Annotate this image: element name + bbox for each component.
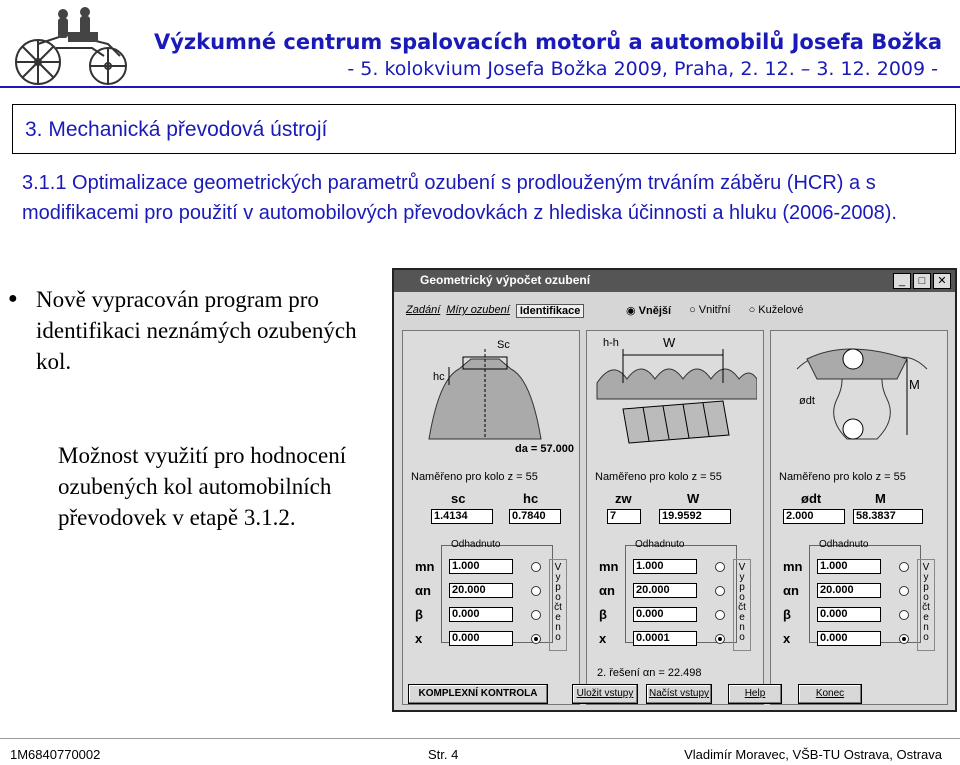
tag-m: M	[909, 377, 920, 392]
param-mn[interactable]: 1.000	[449, 559, 513, 574]
vintage-car-logo	[8, 4, 140, 90]
radio-mn[interactable]	[715, 562, 725, 572]
param-label-alpha: αn	[783, 583, 799, 598]
window-title: Geometrický výpočet ozubení	[394, 270, 955, 292]
tag-w: W	[663, 335, 676, 350]
radio-beta[interactable]	[531, 610, 541, 620]
param-label-alpha: αn	[415, 583, 431, 598]
radio-beta[interactable]	[899, 610, 909, 620]
computed-label: Vypočteno	[922, 562, 930, 643]
computed-label: Vypočteno	[738, 562, 746, 643]
param-x[interactable]: 0.000	[817, 631, 881, 646]
param-beta[interactable]: 0.000	[817, 607, 881, 622]
input-zw[interactable]: 7	[607, 509, 641, 524]
radio-mn[interactable]	[531, 562, 541, 572]
header-divider	[0, 86, 960, 88]
tab-bar	[406, 304, 584, 318]
panel-span-measurement	[586, 330, 764, 705]
param-alpha[interactable]: 20.000	[449, 583, 513, 598]
radio-x[interactable]	[715, 634, 725, 644]
field-label-dt: ødt	[801, 491, 822, 506]
header-title: Výzkumné centrum spalovacích motorů a automobilů Josefa Božka	[153, 30, 942, 54]
footer-page-number: Str. 4	[428, 747, 459, 762]
window-controls	[893, 273, 951, 289]
measured-label: Naměřeno pro kolo z = 55	[411, 471, 538, 483]
tab-miry-ozubeni[interactable]: Míry ozubení	[446, 304, 510, 316]
close-button[interactable]: Konec	[798, 684, 862, 704]
param-label-beta: β	[599, 607, 607, 622]
param-mn[interactable]: 1.000	[633, 559, 697, 574]
param-label-mn: mn	[783, 559, 803, 574]
param-label-x: x	[599, 631, 607, 646]
tip-diameter: da = 57.000	[515, 443, 575, 455]
radio-vnitrni[interactable]: ○ Vnitřní	[689, 304, 731, 316]
input-m[interactable]: 58.3837	[853, 509, 923, 524]
param-alpha[interactable]: 20.000	[817, 583, 881, 598]
second-solution-note: 2. řešení αn = 22.498	[597, 667, 702, 679]
span-width-diagram	[593, 339, 757, 445]
radio-x[interactable]	[531, 634, 541, 644]
estimate-label: Odhadnuto	[819, 539, 869, 550]
estimate-label: Odhadnuto	[451, 539, 501, 550]
radio-kuzelove[interactable]: ○ Kuželové	[748, 304, 804, 316]
minimize-icon[interactable]: _	[893, 273, 911, 289]
input-sc[interactable]: 1.4134	[431, 509, 493, 524]
param-x[interactable]: 0.000	[449, 631, 513, 646]
param-label-x: x	[783, 631, 791, 646]
field-label-sc: sc	[451, 491, 466, 506]
radio-vnejsi[interactable]: ◉ Vnější	[626, 305, 672, 317]
tooth-chord-diagram	[409, 339, 573, 445]
footer-author: Vladimír Moravec, VŠB-TU Ostrava, Ostrava	[684, 747, 942, 762]
maximize-icon[interactable]: □	[913, 273, 931, 289]
param-label-mn: mn	[415, 559, 435, 574]
field-label-m: M	[875, 491, 886, 506]
radio-mn[interactable]	[899, 562, 909, 572]
tag-hh: h-h	[603, 337, 619, 349]
radio-x[interactable]	[899, 634, 909, 644]
panel-chordal-thickness	[402, 330, 580, 705]
tab-identifikace[interactable]: Identifikace	[516, 304, 585, 318]
complex-check-button[interactable]: KOMPLEXNÍ KONTROLA	[408, 684, 548, 704]
tag-sc: Sc	[497, 339, 510, 351]
section-title: 3. Mechanická převodová ústrojí	[12, 104, 956, 154]
field-label-zw: zw	[615, 491, 632, 506]
param-label-beta: β	[415, 607, 423, 622]
measured-label: Naměřeno pro kolo z = 55	[595, 471, 722, 483]
param-label-beta: β	[783, 607, 791, 622]
project-paragraph: 3.1.1 Optimalizace geometrických parametrů ozubení s prodlouženým trváním záběru (HCR) a s modifikacemi pro použití v automobilových převodovkách z hlediska účinnosti a hluku (2006-2008).	[22, 172, 897, 224]
over-pins-diagram	[777, 339, 941, 445]
help-button[interactable]: Help	[728, 684, 782, 704]
estimate-label: Odhadnuto	[635, 539, 685, 550]
header-subtitle: - 5. kolokvium Josefa Božka 2009, Praha, 2. 12. – 3. 12. 2009 -	[347, 58, 938, 80]
close-icon[interactable]: ✕	[933, 273, 951, 289]
radio-alpha[interactable]	[899, 586, 909, 596]
tag-hc: hc	[433, 371, 445, 383]
computed-label: Vypočteno	[554, 562, 562, 643]
bullet-icon: ●	[8, 290, 18, 307]
bullet-text: Nově vypracován program pro identifikaci neznámých ozubených kol.	[36, 287, 357, 374]
field-label-hc: hc	[523, 491, 539, 506]
param-beta[interactable]: 0.000	[633, 607, 697, 622]
field-label-w: W	[687, 491, 700, 506]
radio-alpha[interactable]	[715, 586, 725, 596]
load-inputs-button[interactable]: Načíst vstupy	[646, 684, 712, 704]
tag-dt: ødt	[799, 395, 815, 407]
input-w[interactable]: 19.9592	[659, 509, 731, 524]
gear-type-radios	[626, 304, 804, 317]
radio-beta[interactable]	[715, 610, 725, 620]
save-inputs-button[interactable]: Uložit vstupy	[572, 684, 638, 704]
gear-calculation-window	[392, 268, 957, 712]
input-dt[interactable]: 2.000	[783, 509, 845, 524]
panel-over-pins	[770, 330, 948, 705]
param-label-alpha: αn	[599, 583, 615, 598]
param-mn[interactable]: 1.000	[817, 559, 881, 574]
footer-project-code: 1M6840770002	[10, 747, 101, 762]
param-label-mn: mn	[599, 559, 619, 574]
measured-label: Naměřeno pro kolo z = 55	[779, 471, 906, 483]
footer-divider	[0, 738, 960, 739]
radio-alpha[interactable]	[531, 586, 541, 596]
param-beta[interactable]: 0.000	[449, 607, 513, 622]
input-hc[interactable]: 0.7840	[509, 509, 561, 524]
param-x[interactable]: 0.0001	[633, 631, 697, 646]
tab-zadani[interactable]: Zadání	[406, 304, 441, 316]
usage-text: Možnost využití pro hodnocení ozubených kol automobilních převodovek v etapě 3.1.2.	[58, 443, 347, 530]
param-alpha[interactable]: 20.000	[633, 583, 697, 598]
param-label-x: x	[415, 631, 423, 646]
